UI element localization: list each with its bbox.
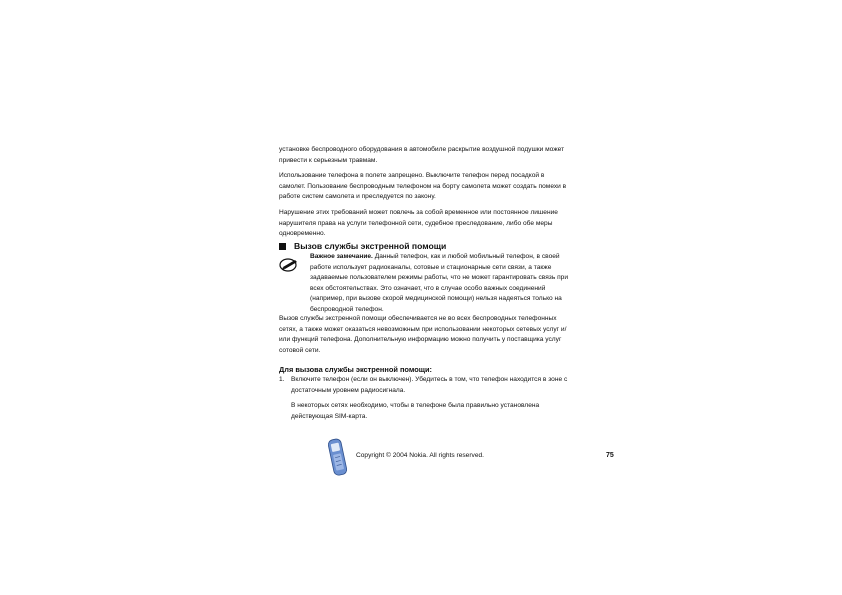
section-title: Вызов службы экстренной помощи xyxy=(294,241,447,251)
copyright-text: Copyright © 2004 Nokia. All rights reserved. xyxy=(356,452,485,459)
section-heading xyxy=(279,241,446,251)
step-subtext: В некоторых сетях необходимо, чтобы в телефоне была правильно установлена действующая SIM-карта. xyxy=(291,402,540,420)
intro-paragraph-3: Нарушение этих требований может повлечь за собой временное или постоянное лишение нарушителя права на услуги телефонной сети, судебное преследование, либо обе меры одновременно. xyxy=(279,208,558,238)
phone-illustration-icon xyxy=(326,437,350,477)
note-body: Данный телефон, как и любой мобильный телефон, в своей работе использует радиоканалы, сотовые и стационарные сети связи, а также задаваемые пользователем режимы работы, что не может гарантировать связь при всех обстоятельствах. Это означает, что в случае особо важных соединений (например, при вызове скорой медицинской помощи) нельзя надеяться только на беспроводной телефон. xyxy=(310,253,569,313)
step-number: 1. xyxy=(279,376,285,383)
steps-list xyxy=(279,375,569,422)
step-text: Включите телефон (если он выключен). Убедитесь в том, что телефон находится в зоне с достаточным уровнем радиосигнала. xyxy=(291,376,568,394)
intro-text xyxy=(279,145,569,245)
procedure-subheading: Для вызова службы экстренной помощи: xyxy=(279,365,432,374)
note-label: Важное замечание. xyxy=(310,253,373,260)
list-item xyxy=(279,375,569,422)
square-bullet-icon xyxy=(279,243,286,250)
important-note xyxy=(310,252,569,316)
page-number: 75 xyxy=(606,452,614,459)
note-pencil-icon xyxy=(279,256,299,272)
intro-paragraph-2: Использование телефона в полете запрещено. Выключите телефон перед посадкой в самолет. Пользование беспроводным телефоном на борту самолета может создать помехи в работе систем самолета и преследуется по закону. xyxy=(279,172,567,201)
intro-paragraph-1: установке беспроводного оборудования в автомобиле раскрытие воздушной подушки может привести к серьезным травмам. xyxy=(279,146,565,164)
body-paragraph: Вызов службы экстренной помощи обеспечивается не во всех беспроводных телефонных сетях, а также может оказаться невозможным при использовании некоторых сетевых услуг и/или функций телефона. Дополнительную информацию можно получить у поставщика услуг сотовой сети. xyxy=(279,315,567,354)
